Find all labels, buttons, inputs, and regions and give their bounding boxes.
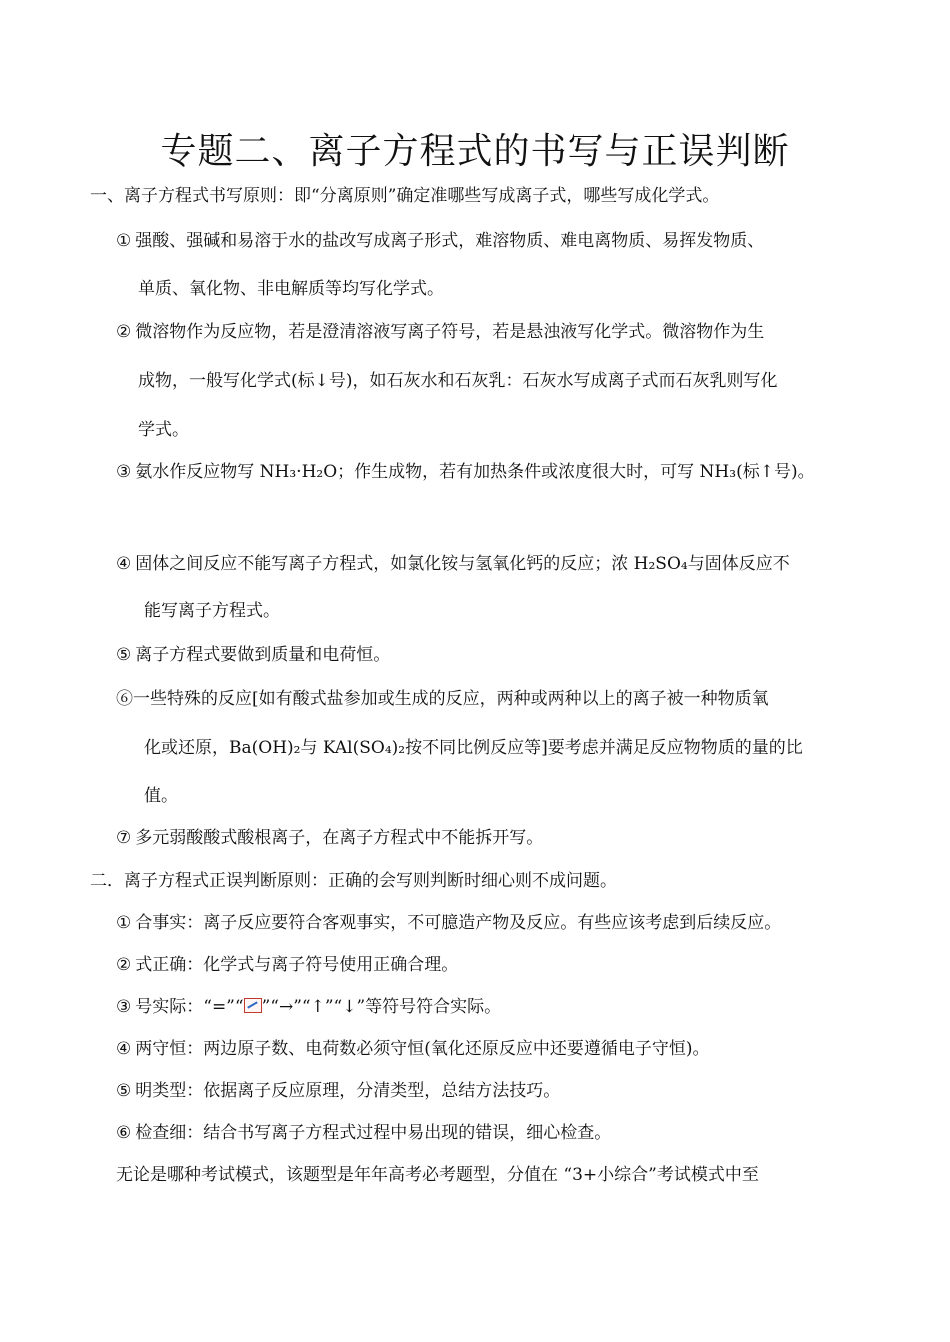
item-continuation: 单质、氧化物、非电解质等均写化学式。 [138, 279, 444, 299]
item-marker: ② [116, 322, 132, 342]
page-title: 专题二、离子方程式的书写与正误判断 [160, 131, 790, 172]
item-marker: ④ [116, 554, 132, 574]
list-item [116, 320, 764, 344]
list-item [116, 460, 815, 484]
list-item [116, 1079, 560, 1103]
list-item [116, 687, 769, 711]
item-text: 氨水作反应物写 NH₃·H₂O；作生成物，若有加热条件或浓度很大时，可写 NH₃(标↑号)。 [135, 462, 815, 482]
item-text: 微溶物作为反应物，若是澄清溶液写离子符号，若是悬浊液写化学式。微溶物作为生 [135, 322, 765, 342]
list-item [116, 995, 501, 1019]
item-text: ”“→”“↑”“↓”等符号符合实际。 [261, 997, 502, 1017]
item-marker: ⑤ [116, 645, 132, 665]
list-item [116, 826, 543, 850]
item-marker: ① [116, 913, 132, 933]
item-text: 强酸、强碱和易溶于水的盐改写成离子形式，难溶物质、难电离物质、易挥发物质、 [135, 231, 765, 251]
reversible-arrow-icon [244, 998, 262, 1013]
item-continuation: 能写离子方程式。 [144, 601, 280, 621]
item-text: 固体之间反应不能写离子方程式，如氯化铵与氢氧化钙的反应；浓 H₂SO₄与固体反应不 [135, 554, 790, 574]
section-2-heading: 二．离子方程式正误判断原则：正确的会写则判断时细心则不成问题。 [90, 871, 617, 891]
item-text: 号实际：“=”“ [135, 997, 244, 1017]
item-text: 一些特殊的反应[如有酸式盐参加或生成的反应，两种或两种以上的离子被一种物质氧 [133, 689, 769, 709]
item-text: 式正确：化学式与离子符号使用正确合理。 [135, 955, 459, 975]
item-marker: ⑥ [116, 1123, 132, 1143]
closing-paragraph: 无论是哪种考试模式，该题型是年年高考必考题型，分值在 “3+小综合”考试模式中至 [116, 1165, 759, 1185]
list-item [116, 552, 790, 576]
item-marker: ⑦ [116, 828, 132, 848]
list-item [116, 1037, 710, 1061]
item-continuation: 化或还原，Ba(OH)₂与 KAl(SO₄)₂按不同比例反应等]要考虑并满足反应物物质的量的比 [144, 738, 803, 758]
item-text: 两守恒：两边原子数、电荷数必须守恒(氧化还原反应中还要遵循电子守恒)。 [135, 1039, 710, 1059]
list-item [116, 1121, 611, 1145]
item-text: 合事实：离子反应要符合客观事实，不可臆造产物及反应。有些应该考虑到后续反应。 [135, 913, 782, 933]
item-marker: ④ [116, 1039, 132, 1059]
item-marker: ⑤ [116, 1081, 132, 1101]
list-item [116, 229, 764, 253]
item-marker: ③ [116, 462, 132, 482]
section-1-heading: 一、离子方程式书写原则：即“分离原则”确定准哪些写成离子式，哪些写成化学式。 [90, 186, 720, 206]
item-text: 离子方程式要做到质量和电荷恒。 [135, 645, 391, 665]
list-item [116, 911, 781, 935]
item-text: 多元弱酸酸式酸根离子，在离子方程式中不能拆开写。 [135, 828, 544, 848]
item-marker: ① [116, 231, 132, 251]
item-text: 检查细：结合书写离子方程式过程中易出现的错误，细心检查。 [135, 1123, 612, 1143]
item-text: 明类型：依据离子反应原理，分清类型，总结方法技巧。 [135, 1081, 561, 1101]
list-item [116, 953, 458, 977]
item-continuation: 学式。 [138, 420, 189, 440]
item-marker: ⑥ [116, 689, 133, 709]
item-continuation: 成物，一般写化学式(标↓号)，如石灰水和石灰乳：石灰水写成离子式而石灰乳则写化 [138, 371, 778, 391]
item-marker: ② [116, 955, 132, 975]
item-marker: ③ [116, 997, 132, 1017]
list-item [116, 643, 390, 667]
item-continuation: 值。 [144, 786, 178, 806]
